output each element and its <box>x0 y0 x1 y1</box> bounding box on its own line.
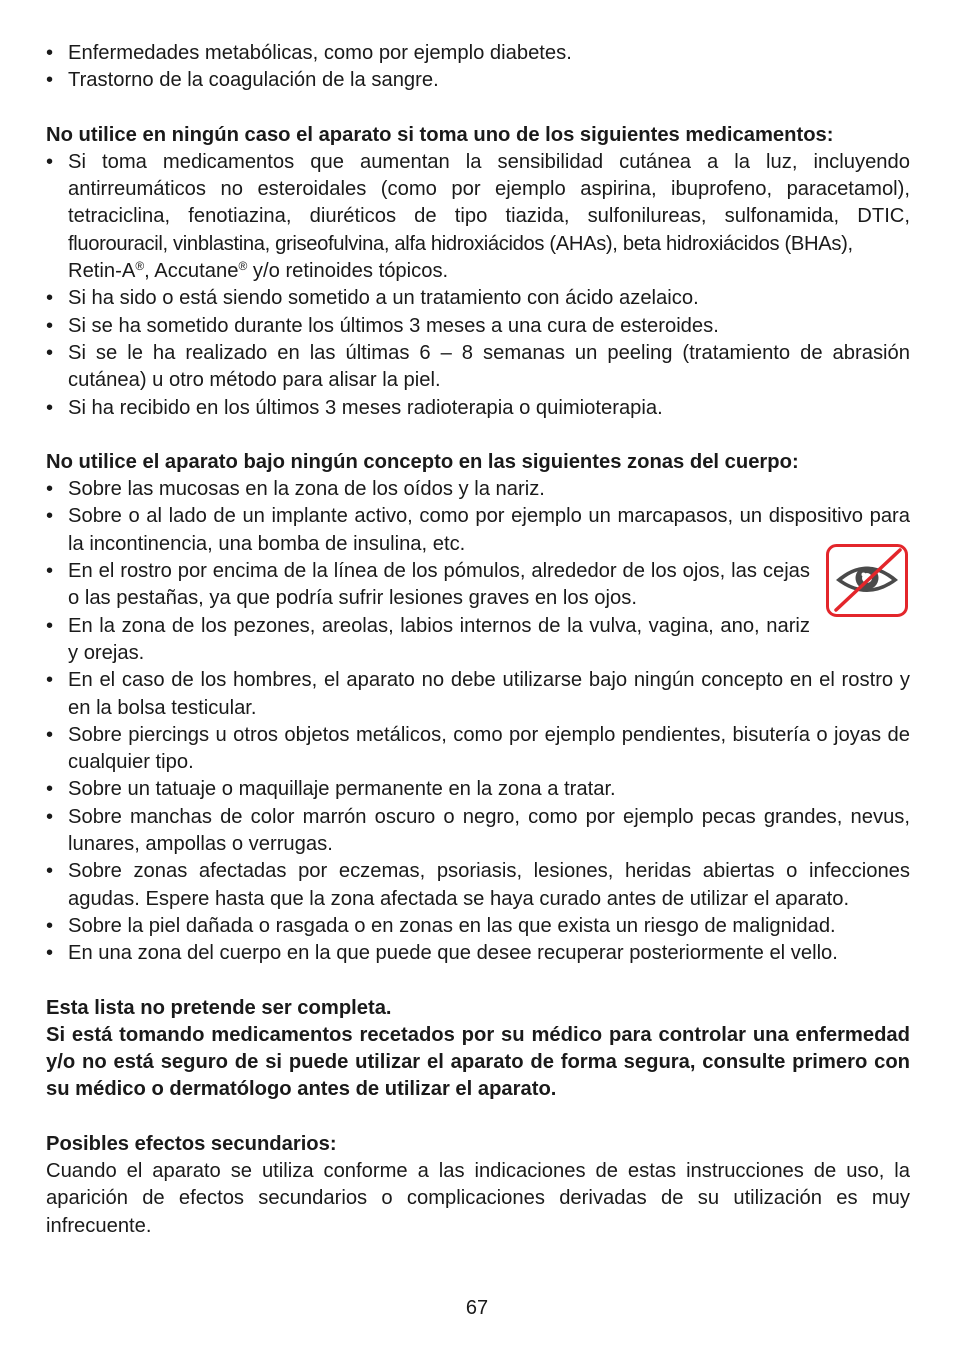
accutane-label: , Accutane <box>144 260 239 283</box>
side-effects-heading: Posibles efectos secundarios: <box>46 1132 337 1155</box>
medication-tail: y/o retinoides tópicos. <box>247 260 449 283</box>
body-zones-heading: No utilice el aparato bajo ningún concepto en las siguientes zonas del cuerpo: <box>46 450 799 473</box>
registered-mark: ® <box>135 259 145 274</box>
list-item: • Enfermedades metabólicas, como por ejemplo diabetes. <box>46 40 910 67</box>
list-item: • Si se ha sometido durante los últimos 3 meses a una cura de esteroides. <box>46 313 910 340</box>
list-item: • Trastorno de la coagulación de la sangre. <box>46 67 910 94</box>
document-page <box>46 40 910 1240</box>
list-item: • Sobre la piel dañada o rasgada o en zonas en las que exista un riesgo de malignidad. <box>46 913 910 940</box>
list-item: • Sobre o al lado de un implante activo, como por ejemplo un marcapasos, un dispositivo para la incontinencia, una bomba de insulina, etc. <box>46 503 910 558</box>
list-item: • En la zona de los pezones, areolas, labios internos de la vulva, vagina, ano, nariz y orejas. <box>46 613 910 668</box>
retin-a-label: Retin-A <box>68 260 136 283</box>
list-item: • Si ha recibido en los últimos 3 meses radioterapia o quimioterapia. <box>46 395 910 422</box>
list-item: • En el caso de los hombres, el aparato no debe utilizarse bajo ningún concepto en el rostro y en la bolsa testicular. <box>46 667 910 722</box>
list-item: • Sobre piercings u otros objetos metálicos, como por ejemplo pendientes, bisutería o joyas de cualquier tipo. <box>46 722 910 777</box>
list-item: • Si ha sido o está siendo sometido a un tratamiento con ácido azelaico. <box>46 285 910 312</box>
list-item: • En una zona del cuerpo en la que puede que desee recuperar posteriormente el vello. <box>46 940 910 967</box>
list-item: • Sobre zonas afectadas por eczemas, psoriasis, lesiones, heridas abiertas o infecciones agudas. Espere hasta que la zona afectada se haya curado antes de utilizar el aparato. <box>46 858 910 913</box>
body-zones-list <box>46 476 910 967</box>
medication-text-condensed: fluorouracil, vinblastina, griseofulvina, alfa hidroxiácidos (AHAs), beta hidroxiácidos (BHAs), <box>68 232 853 255</box>
page-number: 67 <box>465 1297 489 1319</box>
list-item: • Sobre las mucosas en la zona de los oídos y la nariz. <box>46 476 910 503</box>
disclaimer-line-2: Si está tomando medicamentos recetados por su médico para controlar una enfermedad y/o no está seguro de si puede utilizar el aparato de forma segura, consulte primero con su médico o dermatólogo antes de utilizar el aparato. <box>46 1023 910 1101</box>
disclaimer-line-1: Esta lista no pretende ser completa. <box>46 996 392 1019</box>
no-eyes-warning-icon <box>826 544 908 617</box>
list-item: • En el rostro por encima de la línea de los pómulos, alrededor de los ojos, las cejas o las pestañas, ya que podría sufrir lesiones graves en los ojos. <box>46 558 910 613</box>
list-item: • Sobre un tatuaje o maquillaje permanente en la zona a tratar. <box>46 776 910 803</box>
list-item: • Sobre manchas de color marrón oscuro o negro, como por ejemplo pecas grandes, nevus, lunares, ampollas o verrugas. <box>46 804 910 859</box>
list-item <box>46 149 910 285</box>
medication-text: Si toma medicamentos que aumentan la sensibilidad cutánea a la luz, incluyendo antirreumáticos no esteroidales (como por ejemplo aspirina, ibuprofeno, paracetamol), tetraciclina, fenotiazina, diuréticos de tipo tiazida, sulfonilureas, sulfonamida, DTIC, <box>68 150 910 228</box>
intro-list <box>46 40 910 95</box>
medication-heading: No utilice en ningún caso el aparato si toma uno de los siguientes medicamentos: <box>46 123 834 146</box>
registered-mark: ® <box>238 259 248 274</box>
side-effects-text: Cuando el aparato se utiliza conforme a las indicaciones de estas instrucciones de uso, la aparición de efectos secundarios o complicaciones derivadas de su utilización es muy infrecuente. <box>46 1159 910 1237</box>
list-item: • Si se le ha realizado en las últimas 6 – 8 semanas un peeling (tratamiento de abrasión cutánea) u otro método para alisar la piel. <box>46 340 910 395</box>
medication-list <box>46 149 910 422</box>
